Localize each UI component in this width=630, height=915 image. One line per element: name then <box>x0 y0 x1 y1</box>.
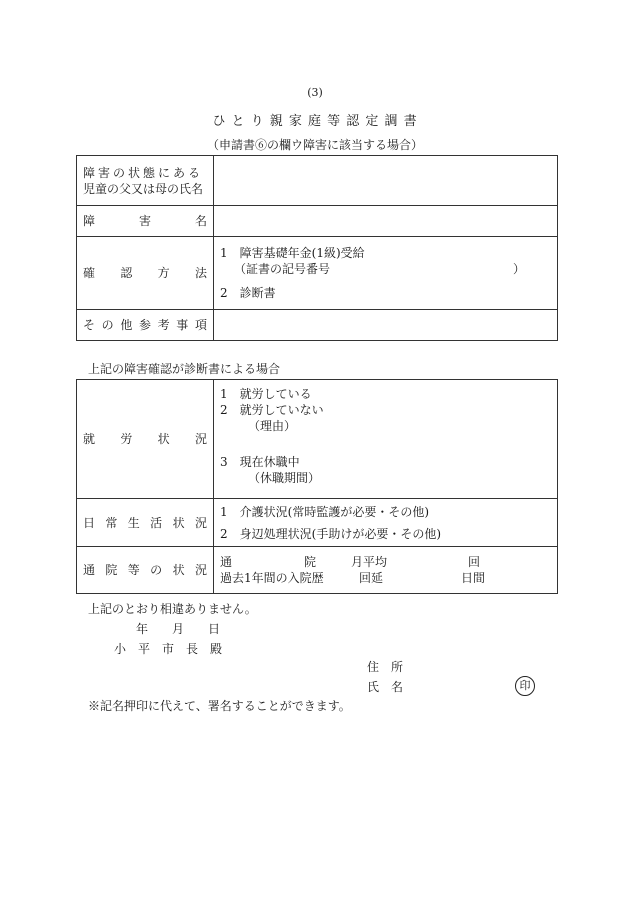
parent-name-row <box>77 156 558 206</box>
section-heading: 上記の障害確認が診断書による場合 <box>88 362 281 376</box>
daily-life-row <box>77 499 558 547</box>
work-status-row <box>77 380 558 499</box>
certify-statement: 上記のとおり相違ありません。 <box>88 602 257 616</box>
hospital-admissions-count: 回延 <box>359 571 384 585</box>
work-option-not-employed[interactable]: 2 就労していない <box>220 403 324 417</box>
parent-name-value[interactable] <box>214 156 558 206</box>
hospital-visits-b: 院 <box>304 555 317 569</box>
work-option-employed[interactable]: 1 就労している <box>220 387 312 401</box>
address-label: 住 所 <box>367 660 404 674</box>
parent-name-label-line1: 障害の状態にある <box>83 165 204 180</box>
addressee: 小 平 市 長 殿 <box>114 642 223 656</box>
hospital-admissions-line <box>220 570 551 586</box>
hospital-visits-line <box>220 554 551 570</box>
seal-icon: 印 <box>515 676 535 696</box>
parent-name-label <box>77 156 214 206</box>
hospital-admissions-label: 過去1年間の入院歴 <box>220 571 324 585</box>
hospital-visits-unit: 回 <box>468 555 481 569</box>
other-notes-label: そ の 他 参 考 事 項 <box>77 310 214 341</box>
other-notes-row <box>77 310 558 341</box>
hospital-label: 通 院 等 の 状 況 <box>77 547 214 594</box>
daily-life-value <box>214 499 558 547</box>
hospital-visits-a: 通 <box>220 555 233 569</box>
method-pension-certificate: （証書の記号番号 <box>234 262 331 276</box>
document-number: (3) <box>307 86 323 99</box>
parent-name-label-line2: 児童の父又は母の氏名 <box>83 181 204 196</box>
hospital-admissions-days: 日間 <box>461 571 486 585</box>
work-reason: （理由） <box>248 419 297 433</box>
document-subtitle: （申請書⑥の欄ウ障害に該当する場合） <box>206 138 423 152</box>
method-pension-certificate-close: ） <box>512 262 525 276</box>
work-status-value <box>214 380 558 499</box>
disability-name-value[interactable] <box>214 206 558 237</box>
diagnosis-table <box>76 379 558 594</box>
confirm-method-label: 確 認 方 法 <box>77 237 214 310</box>
disability-name-row <box>77 206 558 237</box>
work-option-leave[interactable]: 3 現在休職中 <box>220 455 300 469</box>
method-pension[interactable]: 1 障害基礎年金(1級)受給 <box>220 246 365 260</box>
date-line[interactable]: 年 月 日 <box>136 622 221 636</box>
hospital-value <box>214 547 558 594</box>
daily-self-care-status[interactable]: 2 身辺処理状況(手助けが必要・その他) <box>220 526 441 541</box>
other-notes-value[interactable] <box>214 310 558 341</box>
disability-info-table <box>76 155 558 341</box>
work-status-label: 就 労 状 況 <box>77 380 214 499</box>
method-pension-certificate-line <box>220 261 551 277</box>
disability-name-label: 障 害 名 <box>77 206 214 237</box>
name-label: 氏 名 <box>367 680 404 694</box>
hospital-visits-monthly: 月平均 <box>351 555 388 569</box>
work-leave-period: （休職期間） <box>248 471 321 485</box>
daily-life-label: 日 常 生 活 状 況 <box>77 499 214 547</box>
document-title: ひ と り 親 家 庭 等 認 定 調 書 <box>212 114 418 129</box>
daily-care-status[interactable]: 1 介護状況(常時監護が必要・その他) <box>220 504 429 519</box>
signature-note: ※記名押印に代えて、署名することができます。 <box>88 699 351 713</box>
hospital-row <box>77 547 558 594</box>
confirm-method-row <box>77 237 558 310</box>
confirm-method-value <box>214 237 558 310</box>
method-diagnosis[interactable]: 2 診断書 <box>220 286 276 300</box>
